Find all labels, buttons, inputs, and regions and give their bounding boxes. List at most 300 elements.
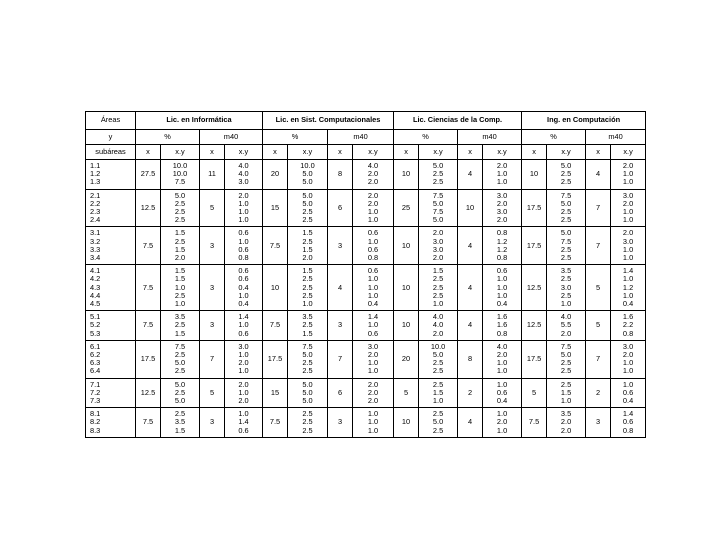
percent-x-cell bbox=[136, 340, 161, 378]
m40-xy-value: 0.6 bbox=[238, 425, 249, 435]
col-xy: x.y bbox=[353, 145, 394, 160]
percent-xy-value: 2.5 bbox=[174, 409, 186, 419]
m40-xy-value: 2.0 bbox=[367, 169, 379, 179]
subarea-label: 7.3 bbox=[90, 396, 101, 406]
m40-xy-value: 4.0 bbox=[367, 161, 379, 170]
m40-xy-value: 0.6 bbox=[238, 328, 249, 338]
percent-x-value: 17.5 bbox=[526, 354, 542, 364]
percent-xy-value: 4.0 bbox=[432, 320, 444, 330]
percent-xy-value: 3.5 bbox=[174, 312, 186, 322]
m40-x-cell bbox=[586, 311, 611, 341]
percent-xy-value: 7.5 bbox=[560, 341, 572, 351]
m40-xy-value: 3.0 bbox=[238, 341, 249, 351]
percent-xy-value: 1.0 bbox=[174, 282, 186, 292]
subarea-label: 6.2 bbox=[90, 350, 101, 360]
m40-x-cell bbox=[458, 408, 483, 438]
m40-xy-value: 1.6 bbox=[496, 320, 508, 330]
m40-xy-value: 3.0 bbox=[496, 207, 508, 217]
m40-x-value: 4 bbox=[467, 320, 473, 330]
percent-xy-value: 2.0 bbox=[174, 253, 186, 263]
m40-xy-value: 1.0 bbox=[622, 274, 634, 284]
area-row bbox=[86, 160, 646, 190]
m40-xy-value: 2.0 bbox=[622, 228, 634, 238]
percent-x-cell bbox=[394, 311, 419, 341]
percent-xy-cell bbox=[419, 227, 458, 265]
percent-xy-value: 2.5 bbox=[560, 244, 572, 254]
m40-xy-cell bbox=[483, 311, 522, 341]
percent-xy-value: 2.5 bbox=[432, 177, 444, 187]
m40-x-cell bbox=[328, 378, 353, 408]
m40-xy-value: 1.0 bbox=[496, 425, 508, 435]
percent-xy-cell bbox=[419, 311, 458, 341]
percent-xy-value: 2.0 bbox=[432, 328, 444, 338]
percent-x-cell bbox=[522, 265, 547, 311]
m40-x-cell bbox=[200, 160, 225, 190]
m40-xy-value: 2.0 bbox=[367, 198, 379, 208]
percent-xy-cell bbox=[161, 160, 200, 190]
m40-xy-value: 3.0 bbox=[496, 190, 508, 200]
m40-x-value: 7 bbox=[595, 202, 601, 212]
percent-xy-value: 7.5 bbox=[432, 190, 444, 200]
m40-x-value: 6 bbox=[337, 202, 343, 212]
percent-xy-value: 1.5 bbox=[302, 328, 313, 338]
subgroup-percent: % bbox=[394, 130, 458, 145]
m40-xy-cell bbox=[353, 227, 394, 265]
m40-xy-value: 0.6 bbox=[367, 266, 379, 276]
m40-xy-value: 1.0 bbox=[496, 366, 508, 376]
m40-xy-cell bbox=[353, 408, 394, 438]
m40-x-cell bbox=[200, 189, 225, 227]
percent-xy-value: 2.5 bbox=[560, 366, 572, 376]
subarea-label: 5.3 bbox=[90, 328, 101, 338]
group-lic-ciencias-comp: Lic. Ciencias de la Comp. bbox=[394, 112, 522, 130]
subgroup-m40: m40 bbox=[200, 130, 263, 145]
m40-xy-value: 1.0 bbox=[622, 253, 634, 263]
m40-x-cell bbox=[328, 160, 353, 190]
m40-xy-cell bbox=[353, 378, 394, 408]
percent-xy-value: 2.5 bbox=[560, 274, 572, 284]
subarea-label: 6.4 bbox=[90, 366, 101, 376]
percent-xy-value: 1.0 bbox=[560, 396, 572, 406]
percent-x-value: 7.5 bbox=[528, 417, 540, 427]
subarea-label: 7.1 bbox=[90, 379, 101, 389]
subarea-list bbox=[86, 160, 136, 190]
percent-xy-value: 2.0 bbox=[560, 417, 572, 427]
m40-xy-cell bbox=[225, 227, 263, 265]
percent-xy-value: 5.5 bbox=[560, 320, 572, 330]
subarea-label: 2.1 bbox=[90, 190, 101, 200]
percent-x-cell bbox=[394, 189, 419, 227]
m40-xy-value: 1.0 bbox=[238, 290, 249, 300]
percent-xy-value: 5.0 bbox=[302, 350, 313, 360]
m40-x-cell bbox=[586, 160, 611, 190]
m40-xy-value: 1.0 bbox=[367, 236, 379, 246]
m40-xy-value: 1.0 bbox=[496, 409, 508, 419]
percent-x-cell bbox=[394, 227, 419, 265]
percent-xy-value: 7.5 bbox=[560, 236, 572, 246]
header-row-subgroups bbox=[86, 130, 646, 145]
m40-xy-value: 1.4 bbox=[622, 266, 634, 276]
m40-xy-value: 1.4 bbox=[622, 409, 634, 419]
percent-xy-cell bbox=[547, 227, 586, 265]
subgroup-m40: m40 bbox=[458, 130, 522, 145]
percent-xy-value: 2.5 bbox=[560, 253, 572, 263]
m40-xy-value: 1.0 bbox=[238, 207, 249, 217]
m40-xy-value: 0.8 bbox=[622, 425, 634, 435]
m40-xy-value: 4.0 bbox=[238, 161, 249, 170]
percent-x-cell bbox=[394, 408, 419, 438]
percent-x-cell bbox=[136, 160, 161, 190]
area-row bbox=[86, 408, 646, 438]
percent-xy-value: 10.0 bbox=[300, 161, 315, 170]
percent-xy-value: 1.5 bbox=[174, 266, 186, 276]
m40-xy-value: 1.0 bbox=[622, 215, 634, 225]
subarea-label: 1.3 bbox=[90, 177, 101, 187]
m40-xy-value: 1.0 bbox=[622, 207, 634, 217]
percent-x-value: 7.5 bbox=[142, 320, 154, 330]
subarea-label: 4.3 bbox=[90, 282, 101, 292]
percent-xy-value: 2.5 bbox=[174, 387, 186, 397]
subarea-label: 8.2 bbox=[90, 417, 101, 427]
m40-xy-value: 0.6 bbox=[238, 274, 249, 284]
m40-x-cell bbox=[458, 378, 483, 408]
m40-x-value: 4 bbox=[467, 282, 473, 292]
subarea-label: 8.1 bbox=[90, 409, 101, 419]
percent-x-cell bbox=[136, 311, 161, 341]
percent-xy-value: 10.0 bbox=[430, 341, 446, 351]
m40-x-cell bbox=[586, 189, 611, 227]
m40-xy-value: 0.4 bbox=[622, 299, 634, 309]
m40-xy-cell bbox=[483, 189, 522, 227]
percent-xy-value: 2.5 bbox=[560, 177, 572, 187]
percent-xy-value: 2.5 bbox=[560, 290, 572, 300]
subarea-list bbox=[86, 311, 136, 341]
percent-xy-value: 2.5 bbox=[302, 282, 313, 292]
m40-xy-value: 0.6 bbox=[367, 244, 379, 254]
percent-x-cell bbox=[522, 378, 547, 408]
m40-x-value: 3 bbox=[209, 320, 215, 330]
m40-x-cell bbox=[586, 227, 611, 265]
percent-x-value: 10 bbox=[401, 169, 411, 179]
percent-x-cell bbox=[136, 408, 161, 438]
subarea-list bbox=[86, 189, 136, 227]
m40-xy-cell bbox=[225, 340, 263, 378]
percent-xy-value: 1.5 bbox=[174, 244, 186, 254]
subarea-label: 4.5 bbox=[90, 299, 101, 309]
m40-xy-value: 1.0 bbox=[367, 425, 379, 435]
m40-x-value: 10 bbox=[465, 202, 475, 212]
percent-xy-value: 2.0 bbox=[432, 253, 444, 263]
m40-xy-value: 0.8 bbox=[367, 253, 379, 263]
subarea-list bbox=[86, 340, 136, 378]
percent-x-value: 7.5 bbox=[269, 417, 281, 427]
subgroup-m40: m40 bbox=[328, 130, 394, 145]
percent-xy-value: 2.5 bbox=[432, 282, 444, 292]
m40-xy-value: 1.0 bbox=[367, 358, 379, 368]
m40-x-value: 4 bbox=[337, 282, 343, 292]
m40-x-cell bbox=[328, 408, 353, 438]
percent-x-cell bbox=[394, 378, 419, 408]
m40-xy-value: 2.0 bbox=[622, 198, 634, 208]
m40-xy-value: 2.0 bbox=[238, 379, 249, 389]
m40-xy-cell bbox=[483, 408, 522, 438]
col-x: x bbox=[263, 145, 288, 160]
percent-xy-cell bbox=[288, 408, 328, 438]
percent-x-value: 10 bbox=[401, 240, 411, 250]
m40-xy-value: 0.6 bbox=[367, 228, 379, 238]
percent-x-cell bbox=[263, 378, 288, 408]
m40-xy-value: 1.4 bbox=[238, 312, 249, 322]
m40-xy-cell bbox=[225, 189, 263, 227]
percent-xy-value: 2.5 bbox=[432, 425, 444, 435]
percent-xy-value: 2.5 bbox=[302, 425, 313, 435]
header-row-columns bbox=[86, 145, 646, 160]
m40-xy-value: 2.0 bbox=[496, 417, 508, 427]
subarea-label: 7.2 bbox=[90, 387, 101, 397]
percent-xy-value: 5.0 bbox=[432, 161, 444, 170]
subarea-label: 4.4 bbox=[90, 290, 101, 300]
group-lic-sist-computacionales: Lic. en Sist. Computacionales bbox=[263, 112, 394, 130]
percent-x-value: 10 bbox=[401, 417, 411, 427]
percent-xy-cell bbox=[419, 265, 458, 311]
percent-x-value: 25 bbox=[401, 202, 411, 212]
percent-xy-value: 1.0 bbox=[432, 396, 444, 406]
m40-xy-value: 1.6 bbox=[622, 312, 634, 322]
percent-xy-value: 10.0 bbox=[172, 169, 188, 179]
m40-xy-value: 0.6 bbox=[622, 387, 634, 397]
percent-xy-value: 2.5 bbox=[302, 207, 313, 217]
percent-xy-cell bbox=[161, 408, 200, 438]
percent-x-value: 20 bbox=[401, 354, 411, 364]
m40-xy-value: 0.4 bbox=[238, 299, 249, 309]
subarea-list bbox=[86, 408, 136, 438]
m40-xy-value: 1.2 bbox=[622, 282, 634, 292]
percent-x-cell bbox=[136, 378, 161, 408]
percent-xy-value: 2.5 bbox=[432, 169, 444, 179]
subarea-label: 3.3 bbox=[90, 244, 101, 254]
m40-xy-value: 1.0 bbox=[367, 320, 379, 330]
m40-xy-cell bbox=[353, 340, 394, 378]
percent-xy-value: 5.0 bbox=[174, 190, 186, 200]
percent-xy-value: 5.0 bbox=[174, 396, 186, 406]
y-label: y bbox=[86, 130, 136, 145]
percent-x-value: 7.5 bbox=[269, 320, 281, 330]
m40-xy-cell bbox=[611, 408, 646, 438]
percent-xy-value: 2.5 bbox=[432, 358, 444, 368]
percent-x-value: 17.5 bbox=[526, 202, 542, 212]
m40-x-value: 3 bbox=[209, 417, 215, 427]
m40-xy-value: 0.6 bbox=[496, 266, 508, 276]
percent-xy-value: 7.5 bbox=[432, 207, 444, 217]
m40-xy-value: 0.4 bbox=[496, 299, 508, 309]
m40-x-value: 11 bbox=[208, 169, 216, 179]
percent-xy-value: 3.0 bbox=[432, 236, 444, 246]
percent-x-value: 17.5 bbox=[267, 354, 283, 364]
area-row bbox=[86, 378, 646, 408]
percent-xy-value: 2.5 bbox=[560, 169, 572, 179]
m40-x-value: 3 bbox=[337, 240, 343, 250]
percent-xy-cell bbox=[161, 265, 200, 311]
percent-xy-value: 3.0 bbox=[560, 282, 572, 292]
m40-xy-value: 1.0 bbox=[496, 177, 508, 187]
m40-x-value: 2 bbox=[467, 387, 473, 397]
subgroup-percent: % bbox=[136, 130, 200, 145]
m40-xy-cell bbox=[225, 265, 263, 311]
m40-xy-value: 1.0 bbox=[238, 198, 249, 208]
m40-x-value: 3 bbox=[595, 417, 601, 427]
area-row bbox=[86, 227, 646, 265]
percent-xy-value: 2.5 bbox=[302, 409, 313, 419]
m40-x-value: 4 bbox=[467, 169, 473, 179]
percent-x-cell bbox=[394, 340, 419, 378]
percent-xy-value: 5.0 bbox=[432, 215, 444, 225]
percent-x-cell bbox=[394, 160, 419, 190]
percent-xy-cell bbox=[288, 378, 328, 408]
m40-xy-value: 1.2 bbox=[496, 236, 508, 246]
m40-xy-value: 0.8 bbox=[622, 328, 634, 338]
m40-xy-value: 2.0 bbox=[367, 350, 379, 360]
m40-x-value: 8 bbox=[337, 169, 343, 179]
percent-x-value: 15 bbox=[270, 387, 280, 397]
percent-xy-value: 2.5 bbox=[432, 379, 444, 389]
m40-xy-value: 1.0 bbox=[367, 215, 379, 225]
percent-xy-value: 2.5 bbox=[302, 290, 313, 300]
percent-x-value: 12.5 bbox=[140, 202, 156, 212]
percent-x-value: 7.5 bbox=[269, 240, 281, 250]
percent-xy-value: 1.5 bbox=[560, 387, 572, 397]
m40-xy-value: 4.0 bbox=[238, 169, 249, 179]
m40-xy-value: 0.4 bbox=[238, 282, 249, 292]
subarea-label: 3.2 bbox=[90, 236, 101, 246]
percent-xy-value: 1.5 bbox=[174, 274, 186, 284]
m40-xy-value: 3.0 bbox=[622, 341, 634, 351]
m40-xy-cell bbox=[611, 189, 646, 227]
m40-xy-cell bbox=[611, 311, 646, 341]
percent-x-value: 7.5 bbox=[142, 282, 154, 292]
m40-x-cell bbox=[458, 189, 483, 227]
percent-xy-value: 1.5 bbox=[302, 266, 313, 276]
percent-xy-value: 2.0 bbox=[432, 228, 444, 238]
percent-xy-cell bbox=[547, 378, 586, 408]
m40-xy-value: 1.4 bbox=[238, 417, 249, 427]
percent-x-cell bbox=[136, 227, 161, 265]
areas-label: Áreas bbox=[86, 112, 136, 130]
col-x: x bbox=[328, 145, 353, 160]
m40-x-value: 7 bbox=[595, 240, 601, 250]
percent-xy-value: 2.5 bbox=[560, 379, 572, 389]
m40-x-value: 5 bbox=[595, 282, 601, 292]
m40-xy-value: 2.0 bbox=[496, 350, 508, 360]
percent-xy-value: 10.0 bbox=[172, 161, 188, 170]
percent-xy-value: 5.0 bbox=[560, 228, 572, 238]
percent-x-cell bbox=[263, 160, 288, 190]
m40-xy-value: 1.0 bbox=[622, 169, 634, 179]
percent-xy-value: 2.5 bbox=[302, 274, 313, 284]
subarea-label: 1.1 bbox=[90, 161, 101, 170]
percent-xy-value: 5.0 bbox=[432, 198, 444, 208]
m40-x-value: 3 bbox=[337, 320, 343, 330]
m40-x-value: 7 bbox=[595, 354, 601, 364]
percent-xy-cell bbox=[161, 340, 200, 378]
percent-x-value: 12.5 bbox=[526, 320, 542, 330]
m40-xy-value: 1.0 bbox=[496, 358, 508, 368]
subarea-label: 3.4 bbox=[90, 253, 101, 263]
col-x: x bbox=[200, 145, 225, 160]
subarea-label: 2.3 bbox=[90, 207, 101, 217]
percent-x-cell bbox=[263, 227, 288, 265]
percent-xy-value: 2.5 bbox=[174, 366, 186, 376]
m40-xy-value: 1.0 bbox=[238, 366, 249, 376]
m40-xy-value: 2.0 bbox=[367, 190, 379, 200]
percent-xy-value: 7.5 bbox=[174, 177, 186, 187]
m40-xy-cell bbox=[483, 340, 522, 378]
subarea-label: 4.1 bbox=[90, 266, 101, 276]
subarea-label: 6.3 bbox=[90, 358, 101, 368]
m40-xy-value: 1.0 bbox=[496, 282, 508, 292]
m40-xy-value: 2.0 bbox=[496, 215, 508, 225]
m40-x-value: 2 bbox=[595, 387, 601, 397]
percent-xy-value: 5.0 bbox=[560, 198, 572, 208]
m40-xy-value: 1.0 bbox=[238, 215, 249, 225]
m40-x-cell bbox=[458, 311, 483, 341]
m40-x-cell bbox=[458, 265, 483, 311]
percent-xy-value: 1.5 bbox=[432, 266, 444, 276]
m40-xy-value: 0.4 bbox=[367, 299, 379, 309]
percent-xy-value: 5.0 bbox=[302, 169, 313, 179]
percent-xy-value: 2.5 bbox=[432, 366, 444, 376]
m40-xy-value: 2.0 bbox=[367, 177, 379, 187]
area-row bbox=[86, 189, 646, 227]
col-x: x bbox=[586, 145, 611, 160]
m40-xy-value: 1.0 bbox=[622, 379, 634, 389]
m40-xy-cell bbox=[483, 227, 522, 265]
m40-x-cell bbox=[586, 265, 611, 311]
percent-xy-value: 2.5 bbox=[174, 290, 186, 300]
percent-xy-value: 4.0 bbox=[560, 312, 572, 322]
percent-xy-value: 5.0 bbox=[302, 177, 313, 187]
percent-xy-value: 5.0 bbox=[174, 358, 186, 368]
area-row bbox=[86, 265, 646, 311]
percent-x-cell bbox=[394, 265, 419, 311]
col-x: x bbox=[394, 145, 419, 160]
percent-x-value: 15 bbox=[270, 202, 280, 212]
m40-xy-value: 0.6 bbox=[238, 244, 249, 254]
col-xy: x.y bbox=[547, 145, 586, 160]
percent-x-value: 12.5 bbox=[526, 282, 542, 292]
m40-xy-value: 1.0 bbox=[238, 409, 249, 419]
m40-xy-value: 3.0 bbox=[367, 341, 379, 351]
col-xy: x.y bbox=[288, 145, 328, 160]
m40-xy-cell bbox=[611, 378, 646, 408]
percent-x-cell bbox=[522, 227, 547, 265]
m40-xy-value: 3.0 bbox=[622, 190, 634, 200]
m40-x-cell bbox=[458, 227, 483, 265]
m40-x-cell bbox=[586, 378, 611, 408]
m40-x-cell bbox=[328, 340, 353, 378]
m40-xy-value: 1.4 bbox=[367, 312, 379, 322]
percent-xy-value: 5.0 bbox=[560, 161, 572, 170]
m40-xy-value: 1.0 bbox=[622, 366, 634, 376]
m40-x-value: 5 bbox=[595, 320, 601, 330]
m40-xy-value: 1.0 bbox=[496, 379, 508, 389]
m40-xy-value: 1.0 bbox=[238, 350, 249, 360]
header-row-groups bbox=[86, 112, 646, 130]
m40-x-value: 5 bbox=[209, 387, 215, 397]
percent-xy-cell bbox=[288, 227, 328, 265]
percent-xy-cell bbox=[288, 340, 328, 378]
col-x: x bbox=[136, 145, 161, 160]
percent-x-value: 10 bbox=[401, 282, 411, 292]
